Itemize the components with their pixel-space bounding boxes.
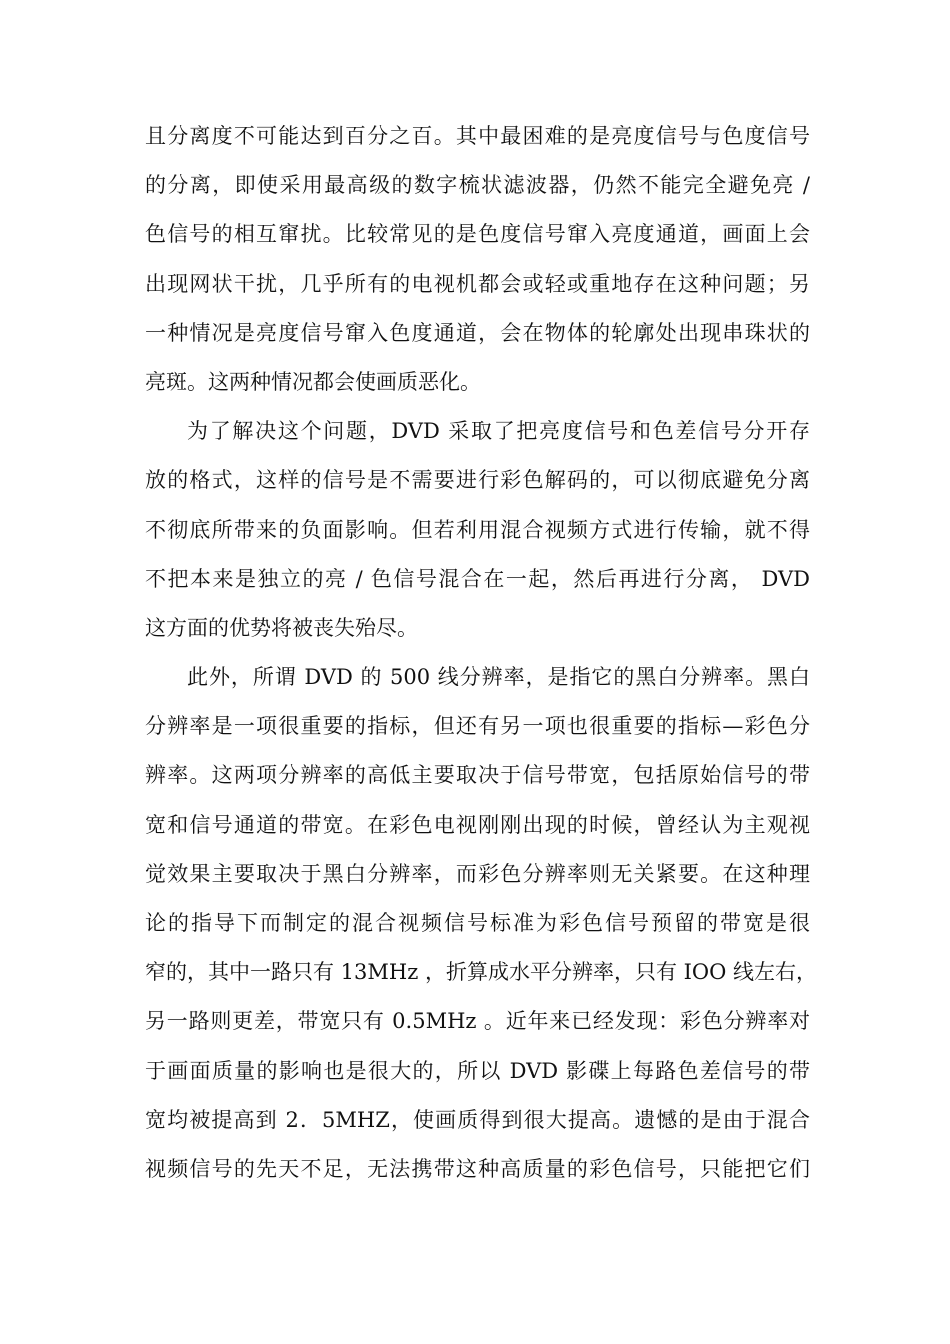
text-line: 一种情况是亮度信号窜入色度通道，会在物体的轮廓处出现串珠状的 bbox=[145, 320, 810, 345]
text-line: 辨率。这两项分辨率的高低主要取决于信号带宽，包括原始信号的带 bbox=[145, 763, 810, 788]
text-line: 视频信号的先天不足，无法携带这种高质量的彩色信号，只能把它们 bbox=[145, 1156, 810, 1181]
text-line: 且分离度不可能达到百分之百。其中最困难的是亮度信号与色度信号 bbox=[145, 124, 810, 148]
text-line: 亮斑。这两种情况都会使画质恶化。 bbox=[145, 369, 481, 394]
text-line: 觉效果主要取决于黑白分辨率，而彩色分辨率则无关紧要。在这种理 bbox=[145, 861, 810, 886]
text-line: 此外，所谓 DVD 的 500 线分辨率，是指它的黑白分辨率。黑白 bbox=[187, 665, 810, 690]
paragraph-3 bbox=[145, 653, 818, 1194]
text-line: 出现网状干扰，几乎所有的电视机都会或轻或重地存在这种问题；另 bbox=[145, 271, 810, 296]
text-line: 分辨率是一项很重要的指标，但还有另一项也很重要的指标—彩色分 bbox=[145, 714, 810, 739]
text-line: 这方面的优势将被丧失殆尽。 bbox=[145, 615, 418, 640]
text-line: 为了解决这个问题，DVD 采取了把亮度信号和色差信号分开存 bbox=[187, 419, 810, 444]
text-line: 不彻底所带来的负面影响。但若利用混合视频方式进行传输，就不得 bbox=[145, 517, 810, 542]
text-line: 色信号的相互窜扰。比较常见的是色度信号窜入亮度通道，画面上会 bbox=[145, 222, 810, 247]
text-line: 放的格式，这样的信号是不需要进行彩色解码的，可以彻底避免分离 bbox=[145, 468, 810, 493]
text-line: 不把本来是独立的亮 / 色信号混合在一起，然后再进行分离， DVD bbox=[145, 566, 810, 591]
text-line: 另一路则更差，带宽只有 0.5MHz 。近年来已经发现：彩色分辨率对 bbox=[145, 1009, 810, 1034]
paragraph-1 bbox=[145, 112, 810, 407]
text-line: 论的指导下而制定的混合视频信号标准为彩色信号预留的带宽是很 bbox=[145, 911, 810, 935]
document-page bbox=[145, 112, 818, 1194]
text-line: 宽均被提高到 2．5MHZ，使画质得到很大提高。遗憾的是由于混合 bbox=[145, 1107, 810, 1132]
text-line: 的分离，即使采用最高级的数字梳状滤波器，仍然不能完全避免亮 / bbox=[145, 173, 810, 198]
text-line: 于画面质量的影响也是很大的，所以 DVD 影碟上每路色差信号的带 bbox=[145, 1058, 810, 1083]
text-line: 窄的，其中一路只有 13MHz ，折算成水平分辨率，只有 IOO 线左右， bbox=[145, 960, 818, 985]
paragraph-2 bbox=[145, 407, 810, 653]
text-line: 宽和信号通道的带宽。在彩色电视刚刚出现的时候，曾经认为主观视 bbox=[145, 812, 810, 837]
